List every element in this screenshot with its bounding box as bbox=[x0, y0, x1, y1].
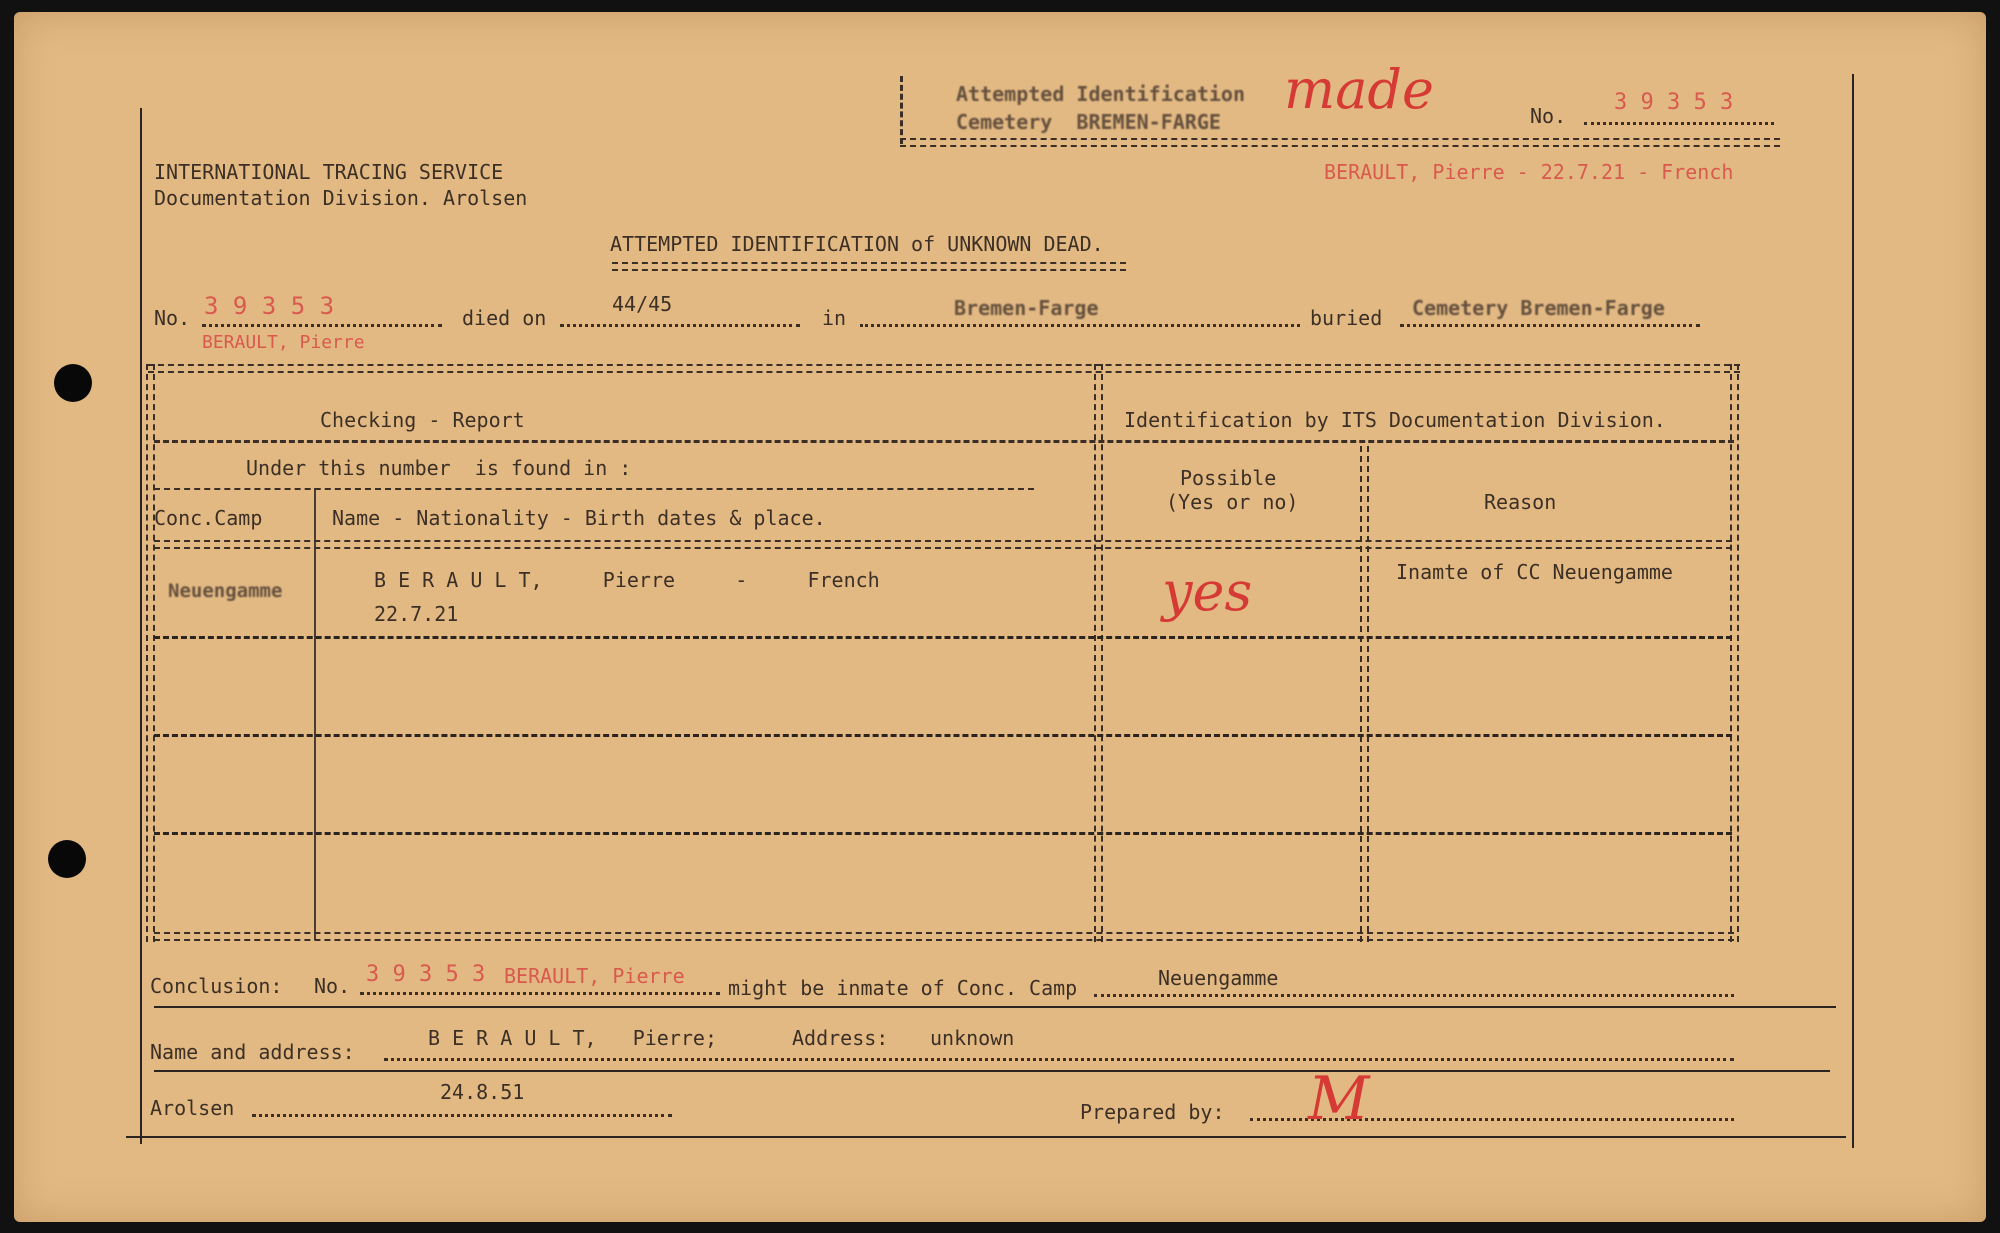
row3-rule bbox=[154, 832, 1732, 835]
conclusion-dots-2 bbox=[1094, 994, 1734, 997]
row1-rule bbox=[154, 636, 1732, 639]
row2-rule bbox=[154, 734, 1732, 737]
table-left-rule bbox=[146, 364, 155, 942]
top-box-line1: Attempted Identification bbox=[956, 82, 1245, 106]
died-value: 44/45 bbox=[612, 292, 673, 316]
col-possible-header-2: (Yes or no) bbox=[1166, 490, 1299, 514]
conclusion-underline bbox=[154, 1006, 1836, 1008]
row-camp: Neuengamme bbox=[168, 580, 283, 602]
row-name: B E R A U L T, Pierre - French bbox=[374, 568, 880, 592]
table-top-rule bbox=[148, 364, 1740, 373]
record-name-stamp: BERAULT, Pierre bbox=[202, 332, 365, 353]
place-label: Arolsen bbox=[150, 1096, 235, 1120]
place-dots bbox=[252, 1114, 672, 1117]
top-no-label: No. bbox=[1530, 104, 1567, 128]
person-stamp: BERAULT, Pierre - 22.7.21 - French bbox=[1324, 160, 1734, 184]
table-reason-rule bbox=[1360, 446, 1369, 942]
frame-bottom-line bbox=[126, 1136, 1846, 1138]
in-dots bbox=[860, 324, 1300, 327]
top-no-value: 3 9 3 5 3 bbox=[1614, 90, 1734, 115]
died-dots bbox=[560, 324, 800, 327]
top-box-line2: Cemetery BREMEN-FARGE bbox=[956, 110, 1221, 134]
handwritten-made: made bbox=[1284, 58, 1434, 121]
record-no-value: 3 9 3 5 3 bbox=[204, 292, 335, 320]
name-address-name: B E R A U L T, Pierre; bbox=[428, 1026, 717, 1050]
top-box-left-rule bbox=[900, 76, 903, 144]
buried-value: Cemetery Bremen-Farge bbox=[1412, 296, 1665, 320]
name-address-underline bbox=[154, 1070, 1830, 1072]
died-label: died on bbox=[462, 306, 547, 330]
row-reason: Inamte of CC Neuengamme bbox=[1396, 560, 1673, 584]
punch-hole-top bbox=[54, 364, 92, 402]
record-no-label: No. bbox=[154, 306, 191, 330]
table-camp-rule bbox=[314, 488, 316, 940]
conclusion-dots-1 bbox=[360, 992, 720, 995]
table-mid-rule bbox=[1094, 364, 1103, 942]
column-head-rule bbox=[154, 540, 1732, 549]
header-row-rule bbox=[154, 440, 1734, 443]
col-possible-header-1: Possible bbox=[1180, 466, 1277, 490]
frame-left-line bbox=[140, 108, 142, 1144]
in-label: in bbox=[822, 306, 847, 330]
col-name-header: Name - Nationality - Birth dates & place. bbox=[332, 506, 826, 530]
tracing-card bbox=[14, 12, 1986, 1222]
col-camp-header: Conc.Camp bbox=[154, 506, 263, 530]
division-name: Documentation Division. Arolsen bbox=[154, 186, 528, 210]
table-right-rule bbox=[1730, 364, 1739, 942]
title-underline bbox=[612, 262, 1126, 271]
conclusion-camp: Neuengamme bbox=[1158, 966, 1279, 990]
top-no-dots bbox=[1584, 122, 1774, 125]
address-label: Address: bbox=[792, 1026, 889, 1050]
address-value: unknown bbox=[930, 1026, 1015, 1050]
table-bottom-rule bbox=[154, 932, 1734, 941]
frame-right-line bbox=[1852, 74, 1854, 1148]
buried-dots bbox=[1400, 324, 1700, 327]
prepared-signature: M bbox=[1308, 1064, 1370, 1134]
footer-date: 24.8.51 bbox=[440, 1080, 525, 1104]
page-title: ATTEMPTED IDENTIFICATION of UNKNOWN DEAD. bbox=[610, 232, 1104, 256]
in-value: Bremen-Farge bbox=[954, 296, 1099, 320]
row-possible-handwritten: yes bbox=[1162, 560, 1253, 623]
punch-hole-bottom bbox=[48, 840, 86, 878]
org-name: INTERNATIONAL TRACING SERVICE bbox=[154, 160, 504, 184]
under-number-rule bbox=[154, 488, 1034, 490]
col-reason-header: Reason bbox=[1484, 490, 1557, 514]
checking-report-heading: Checking - Report bbox=[320, 408, 525, 432]
conclusion-might-be: might be inmate of Conc. Camp bbox=[728, 976, 1078, 1000]
conclusion-name: BERAULT, Pierre bbox=[504, 964, 685, 988]
name-address-label: Name and address: bbox=[150, 1040, 355, 1064]
under-number-text: Under this number is found in : bbox=[246, 456, 632, 480]
top-box-bottom-rule bbox=[900, 138, 1780, 147]
identification-heading: Identification by ITS Documentation Division. bbox=[1124, 408, 1666, 432]
name-address-dots bbox=[384, 1058, 1734, 1061]
prepared-label: Prepared by: bbox=[1080, 1100, 1225, 1124]
conclusion-no-value: 3 9 3 5 3 bbox=[366, 962, 486, 987]
buried-label: buried bbox=[1310, 306, 1383, 330]
conclusion-label: Conclusion: bbox=[150, 974, 283, 998]
record-no-dots bbox=[202, 324, 442, 327]
conclusion-no-label: No. bbox=[314, 974, 351, 998]
row-birth: 22.7.21 bbox=[374, 602, 459, 626]
